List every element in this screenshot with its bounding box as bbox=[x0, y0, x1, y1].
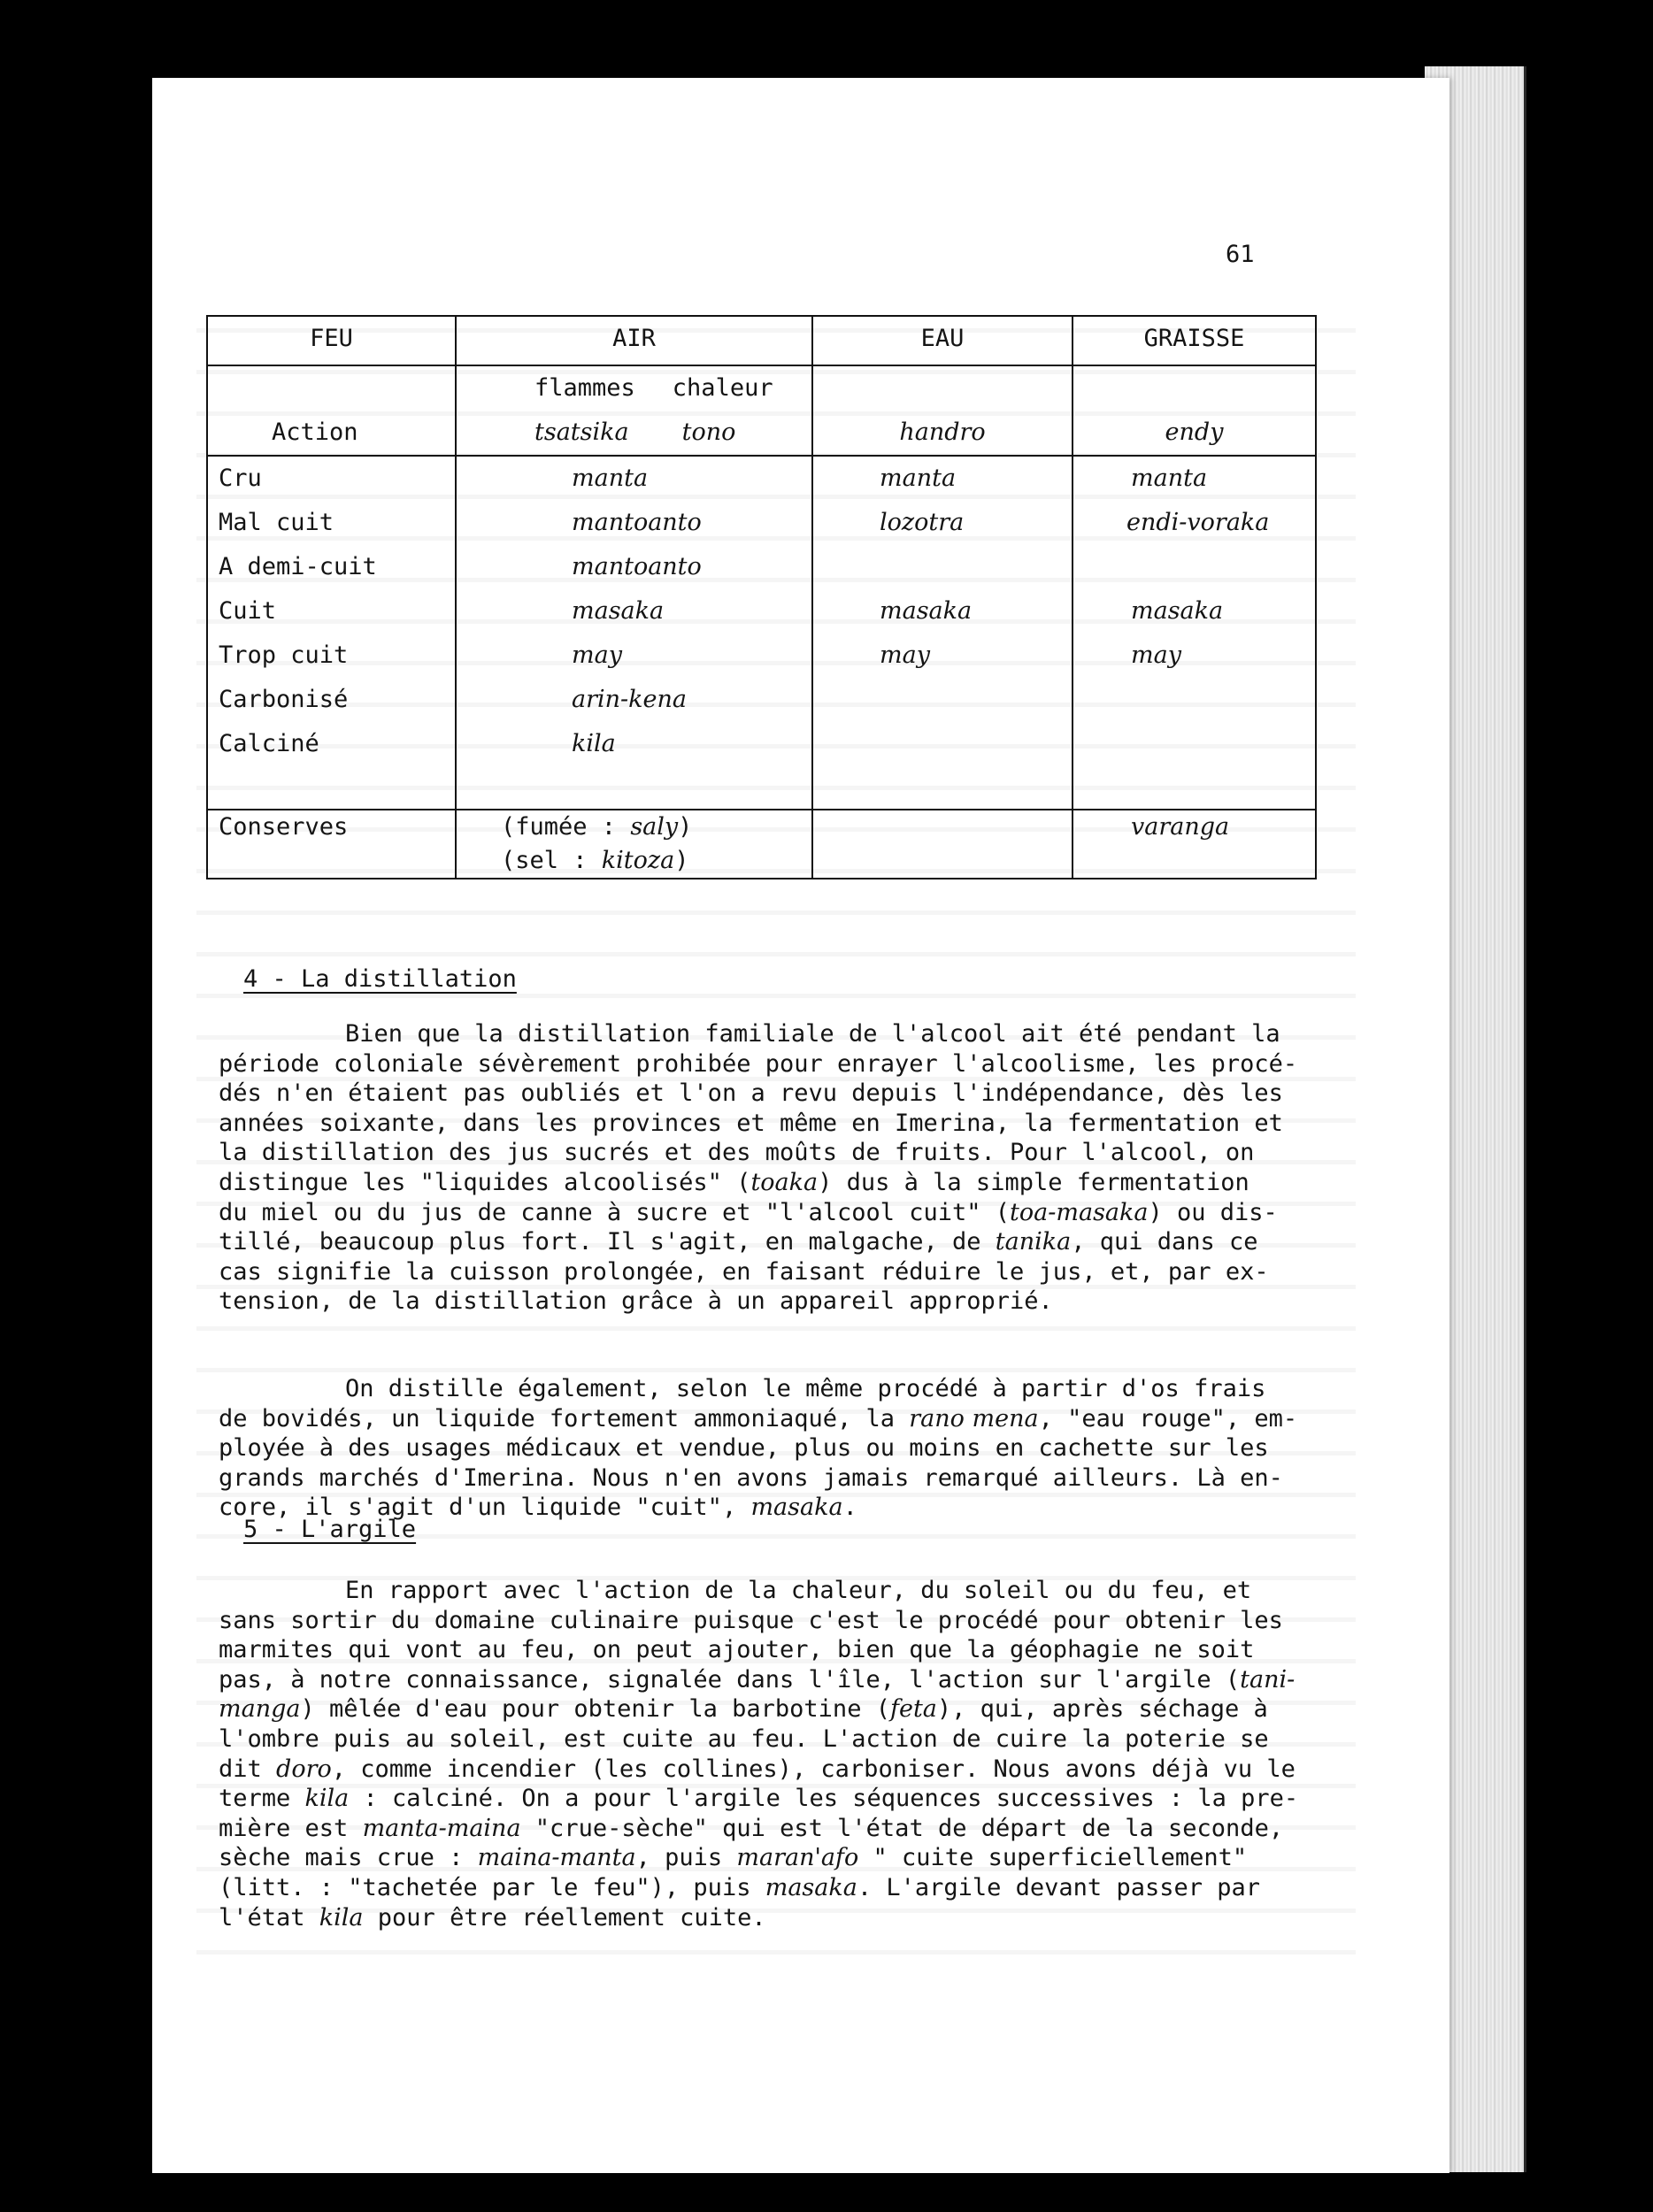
row-eau bbox=[812, 678, 1073, 722]
air-agent-chaleur: chaleur bbox=[672, 374, 773, 402]
row-air: mantoanto bbox=[456, 545, 812, 589]
header-graisse: GRAISSE bbox=[1073, 316, 1316, 365]
header-eau: EAU bbox=[812, 316, 1073, 365]
table-row bbox=[207, 678, 1316, 722]
table-row-conserves bbox=[207, 810, 1316, 879]
air-term-tono: tono bbox=[681, 419, 736, 446]
section-4-paragraph-1: Bien que la distillation familiale de l'alcool ait été pendant la période coloniale sévèrement prohibée pour enrayer l'alcoolisme, les procé- dés n'en étaient pas oubliés et l'on a revu depuis l'indépendance, dès les années soixante, dans les provinces et même en Imerina, la fermentation et la distillation des jus sucrés et des moûts de fruits. Pour l'alcool, on distingue les "liquides alcoolisés" (toaka) dus à la simple fermentation du miel ou du jus de canne à sucre et "l'alcool cuit" (toa-masaka) ou dis- tillé, beaucoup plus fort. Il s'agit, en malgache, de tanika, qui dans ce cas signifie la cuisson prolongée, en faisant réduire le jus, et, par ex- tension, de la distillation grâce à un appareil approprié. bbox=[219, 1020, 1298, 1316]
table-row bbox=[207, 545, 1316, 589]
conserves-air bbox=[456, 810, 812, 879]
subheader-action: Action bbox=[272, 419, 358, 446]
conserves-line-sel: (sel : kitoza) bbox=[501, 847, 689, 874]
row-graisse bbox=[1073, 722, 1316, 766]
row-graisse: endi-voraka bbox=[1073, 501, 1316, 545]
conserves-line-fumee: (fumée : saly) bbox=[501, 813, 693, 841]
term-saly: saly bbox=[630, 813, 679, 841]
row-graisse bbox=[1073, 678, 1316, 722]
eau-term: handro bbox=[899, 419, 986, 446]
section-4-paragraph-2: On distille également, selon le même procédé à partir d'os frais de bovidés, un liquide fortement ammoniaqué, la rano mena, "eau rouge", em- ployée à des usages médicaux et vendue, plus ou moins en cachette sur les grands marchés d'Imerina. Nous n'en avons jamais remarqué ailleurs. Là en- core, il s'agit d'un liquide "cuit", masaka. bbox=[219, 1375, 1298, 1522]
row-air: kila bbox=[456, 722, 812, 766]
header-air: AIR bbox=[456, 316, 812, 365]
cooking-terms-table bbox=[206, 315, 1317, 879]
table-row bbox=[207, 501, 1316, 545]
section-4-heading: 4 - La distillation bbox=[243, 965, 517, 993]
row-air: manta bbox=[456, 456, 812, 501]
row-eau: masaka bbox=[812, 589, 1073, 634]
conserves-label: Conserves bbox=[207, 810, 456, 879]
table-spacer-row bbox=[207, 766, 1316, 810]
row-eau bbox=[812, 545, 1073, 589]
row-eau: lozotra bbox=[812, 501, 1073, 545]
row-air: masaka bbox=[456, 589, 812, 634]
row-graisse: may bbox=[1073, 634, 1316, 678]
table-row bbox=[207, 634, 1316, 678]
air-agent-flammes: flammes bbox=[534, 374, 635, 402]
subheader-air-cell bbox=[456, 365, 812, 456]
row-label: Trop cuit bbox=[207, 634, 456, 678]
row-air: mantoanto bbox=[456, 501, 812, 545]
table-row bbox=[207, 589, 1316, 634]
section-5-heading: 5 - L'argile bbox=[243, 1516, 417, 1543]
row-air: may bbox=[456, 634, 812, 678]
row-graisse: masaka bbox=[1073, 589, 1316, 634]
air-agents bbox=[467, 366, 801, 411]
row-eau: may bbox=[812, 634, 1073, 678]
row-graisse: manta bbox=[1073, 456, 1316, 501]
row-eau bbox=[812, 722, 1073, 766]
graisse-term: endy bbox=[1165, 419, 1224, 446]
table-row bbox=[207, 456, 1316, 501]
row-air: arin-kena bbox=[456, 678, 812, 722]
row-label: Cru bbox=[207, 456, 456, 501]
row-label: Carbonisé bbox=[207, 678, 456, 722]
header-feu: FEU bbox=[207, 316, 456, 365]
row-eau: manta bbox=[812, 456, 1073, 501]
section-5-paragraph-1: En rapport avec l'action de la chaleur, du soleil ou du feu, et sans sortir du domaine culinaire puisque c'est le procédé pour obtenir les marmites qui vont au feu, on peut ajouter, bien que la géophagie ne soit pas, à notre connaissance, signalée dans l'île, l'action sur l'argile (tani- manga) mêlée d'eau pour obtenir la barbotine (feta), qui, après séchage à l'ombre puis au soleil, est cuite au feu. L'action de cuire la poterie se dit doro, comme incendier (les collines), carboniser. Nous avons déjà vu le terme kila : calciné. On a pour l'argile les séquences successives : la pre- mière est manta-maina "crue-sèche" qui est l'état de départ de la seconde, sèche mais crue : maina-manta, puis maran'afo " cuite superficiellement" (litt. : "tachetée par le feu"), puis masaka. L'argile devant passer par l'état kila pour être réellement cuite. bbox=[219, 1577, 1299, 1932]
conserves-graisse: varanga bbox=[1073, 810, 1316, 879]
row-graisse bbox=[1073, 545, 1316, 589]
subheader-graisse-cell bbox=[1073, 365, 1316, 456]
table-subheader-row bbox=[207, 365, 1316, 456]
subheader-action-cell bbox=[207, 365, 456, 456]
table-row bbox=[207, 722, 1316, 766]
table-header-row bbox=[207, 316, 1316, 365]
row-label: Mal cuit bbox=[207, 501, 456, 545]
row-label: A demi-cuit bbox=[207, 545, 456, 589]
air-term-tsatsika: tsatsika bbox=[534, 419, 629, 446]
term-kitoza: kitoza bbox=[601, 847, 675, 874]
row-label: Cuit bbox=[207, 589, 456, 634]
subheader-eau-cell bbox=[812, 365, 1073, 456]
page-number: 61 bbox=[1226, 241, 1255, 268]
row-label: Calciné bbox=[207, 722, 456, 766]
air-agent-terms bbox=[467, 411, 801, 455]
